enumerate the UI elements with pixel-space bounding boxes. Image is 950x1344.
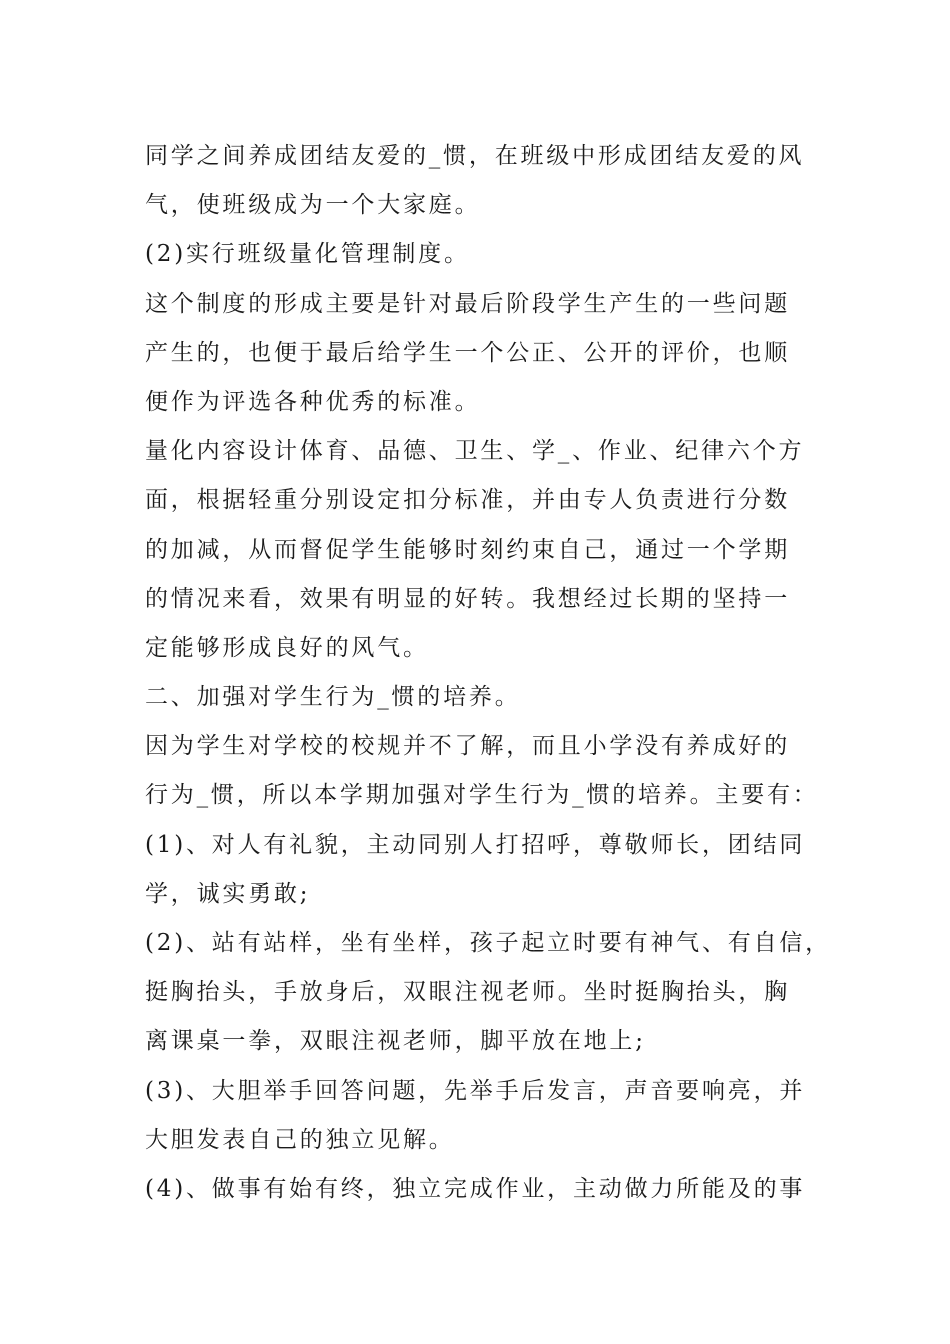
text-line: (2)实行班级量化管理制度。 <box>145 241 470 268</box>
text-line: (4)、做事有始有终，独立完成作业，主动做力所能及的事 <box>145 1175 806 1202</box>
text-line: 气，使班级成为一个大家庭。 <box>145 192 481 219</box>
document-body <box>145 132 831 1214</box>
text-line: 同学之间养成团结友爱的_惯，在班级中形成团结友爱的风 <box>145 143 805 169</box>
text-line: (1)、对人有礼貌，主动同别人打招呼，尊敬师长，团结同 <box>145 831 806 858</box>
text-line: 便作为评选各种优秀的标准。 <box>145 388 481 415</box>
text-line: 学，诚实勇敢; <box>145 880 311 907</box>
text-line: 面，根据轻重分别设定扣分标准，并由专人负责进行分数 <box>145 487 790 514</box>
text-line: 行为_惯，所以本学期加强对学生行为_惯的培养。主要有： <box>145 782 819 809</box>
text-line: (3)、大胆举手回答问题，先举手后发言，声音要响亮，并 <box>145 1077 806 1104</box>
text-line: 定能够形成良好的风气。 <box>145 634 429 661</box>
text-line: 大胆发表自己的独立见解。 <box>145 1126 455 1153</box>
text-line: 的加减，从而督促学生能够时刻约束自己，通过一个学期 <box>145 536 790 563</box>
text-line: 产生的，也便于最后给学生一个公正、公开的评价，也顺 <box>145 339 790 366</box>
text-line: 量化内容设计体育、品德、卫生、学_、作业、纪律六个方 <box>145 438 805 465</box>
text-line: 挺胸抬头，手放身后，双眼注视老师。坐时挺胸抬头，胸 <box>145 979 790 1006</box>
text-line: 离课桌一拳，双眼注视老师，脚平放在地上; <box>145 1028 646 1055</box>
text-line: 的情况来看，效果有明显的好转。我想经过长期的坚持一 <box>145 585 790 612</box>
text-line: 这个制度的形成主要是针对最后阶段学生产生的一些问题 <box>145 290 790 317</box>
text-line: 因为学生对学校的校规并不了解，而且小学没有养成好的 <box>145 733 790 760</box>
text-line: 二、加强对学生行为_惯的培养。 <box>145 684 521 711</box>
text-line: (2)、站有站样，坐有坐样，孩子起立时要有神气、有自信， <box>145 930 831 956</box>
